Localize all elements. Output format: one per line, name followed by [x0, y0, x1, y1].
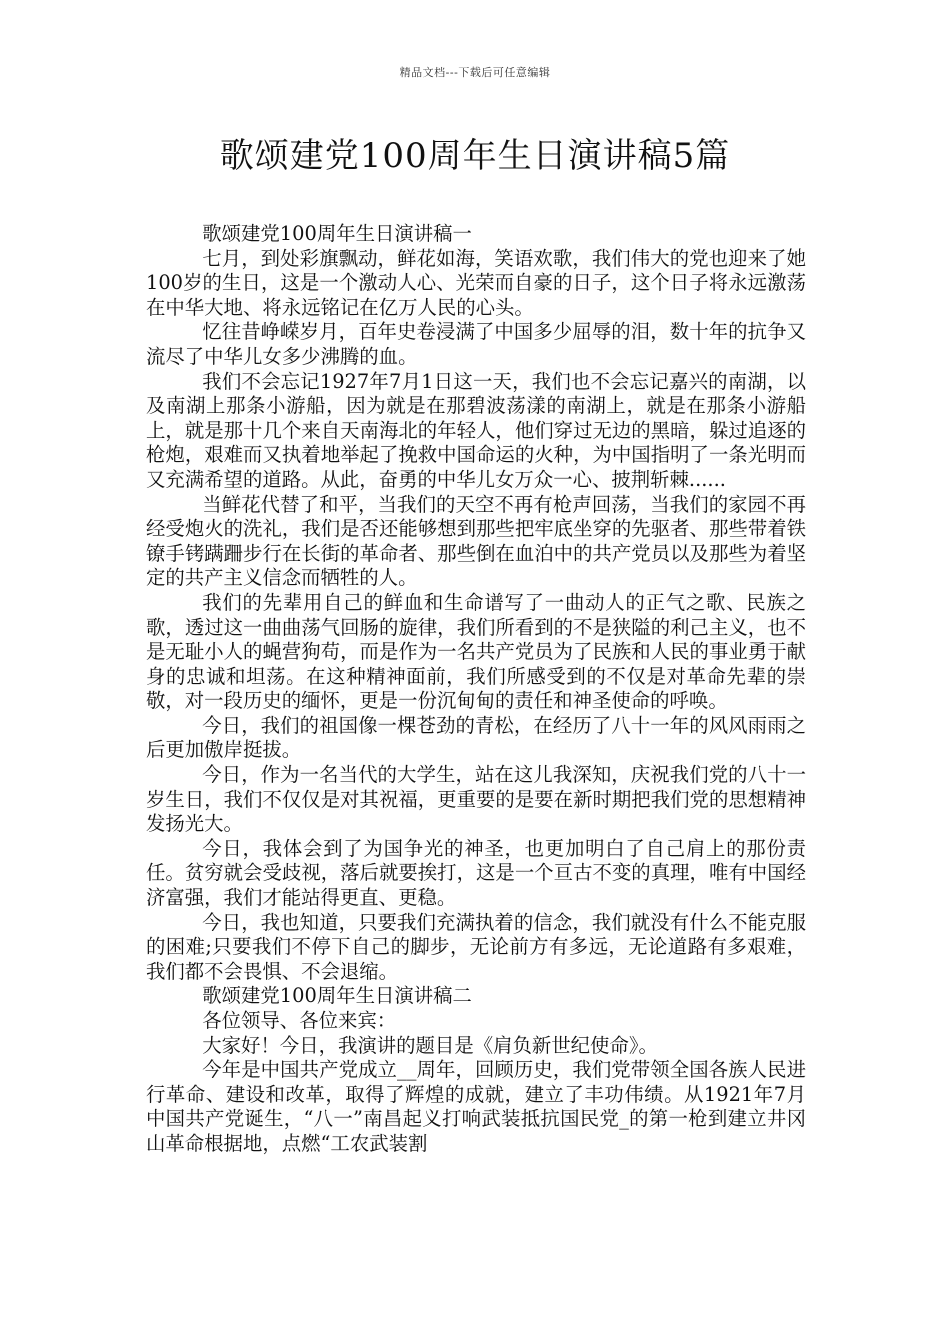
document-body [146, 222, 806, 1157]
paragraph: 各位领导、各位来宾： [202, 1009, 397, 1032]
paragraph: 今日，作为一名当代的大学生，站在这儿我深知，庆祝我们党的八十一岁生日，我们不仅仅是对其祝福，更重要的是要在新时期把我们党的思想精神发扬光大。 [146, 763, 806, 836]
paragraph: 大家好！今日，我演讲的题目是《肩负新世纪使命》。 [202, 1033, 658, 1057]
paragraph: 今年是中国共产党成立__周年，回顾历史，我们党带领全国各族人民进行革命、建设和改革，取得了辉煌的成就，建立了丰功伟绩。从1921年7月中国共产党诞生，“八一”南昌起义打响武装抵抗国民党_的第一枪到建立井冈山革命根据地，点燃“工农武装割 [146, 1058, 806, 1155]
paragraph: 今日，我们的祖国像一棵苍劲的青松，在经历了八十一年的风风雨雨之后更加傲岸挺拔。 [146, 713, 806, 762]
header-note: 精品文档---下载后可任意编辑 [399, 66, 551, 79]
paragraph: 当鲜花代替了和平，当我们的天空不再有枪声回荡，当我们的家园不再经受炮火的洗礼，我们是否还能够想到那些把牢底坐穿的先驱者、那些带着铁镣手铐蹒跚步行在长街的革命者、那些倒在血泊中的共产党员以及那些为着坚定的共产主义信念而牺牲的人。 [146, 492, 806, 590]
paragraph: 我们的先辈用自己的鲜血和生命谱写了一曲动人的正气之歌、民族之歌，透过这一曲曲荡气回肠的旋律，我们所看到的不是狭隘的利己主义，也不是无耻小人的蝇营狗苟，而是作为一名共产党员为了民族和人民的事业勇于献身的忠诚和坦荡。在这种精神面前，我们所感受到的不仅是对革命先辈的崇敬，对一段历史的缅怀，更是一份沉甸甸的责任和神圣使命的呼唤。 [146, 590, 806, 713]
paragraph: 歌颂建党100周年生日演讲稿二 [202, 984, 472, 1008]
paragraph: 今日，我也知道，只要我们充满执着的信念，我们就没有什么不能克服的困难;只要我们不停下自己的脚步，无论前方有多远，无论道路有多艰难，我们都不会畏惧、不会退缩。 [146, 910, 806, 983]
paragraph: 歌颂建党100周年生日演讲稿一 [202, 222, 472, 245]
paragraph: 七月，到处彩旗飘动，鲜花如海，笑语欢歌，我们伟大的党也迎来了她100岁的生日，这是一个激动人心、光荣而自豪的日子，这个日子将永远激荡在中华大地、将永远铭记在亿万人民的心头。 [146, 246, 806, 319]
paragraph: 我们不会忘记1927年7月1日这一天，我们也不会忘记嘉兴的南湖，以及南湖上那条小游船，因为就是在那碧波荡漾的南湖上，就是在那条小游船上，就是那十几个来自天南海北的年轻人，他们穿过无边的黑暗，躲过追逐的枪炮，艰难而又执着地举起了挽救中国命运的火种，为中国指明了一条光明而又充满希望的道路。从此，奋勇的中华儿女万众一心、披荆斩棘...... [146, 369, 806, 491]
paragraph: 忆往昔峥嵘岁月，百年史卷浸满了中国多少屈辱的泪，数十年的抗争又流尽了中华儿女多少沸腾的血。 [146, 320, 806, 368]
document-title: 歌颂建党100周年生日演讲稿5篇 [219, 136, 731, 176]
paragraph: 今日，我体会到了为国争光的神圣，也更加明白了自己肩上的那份责任。贫穷就会受歧视，落后就要挨打，这是一个亘古不变的真理，唯有中国经济富强，我们才能站得更直、更稳。 [146, 836, 806, 910]
